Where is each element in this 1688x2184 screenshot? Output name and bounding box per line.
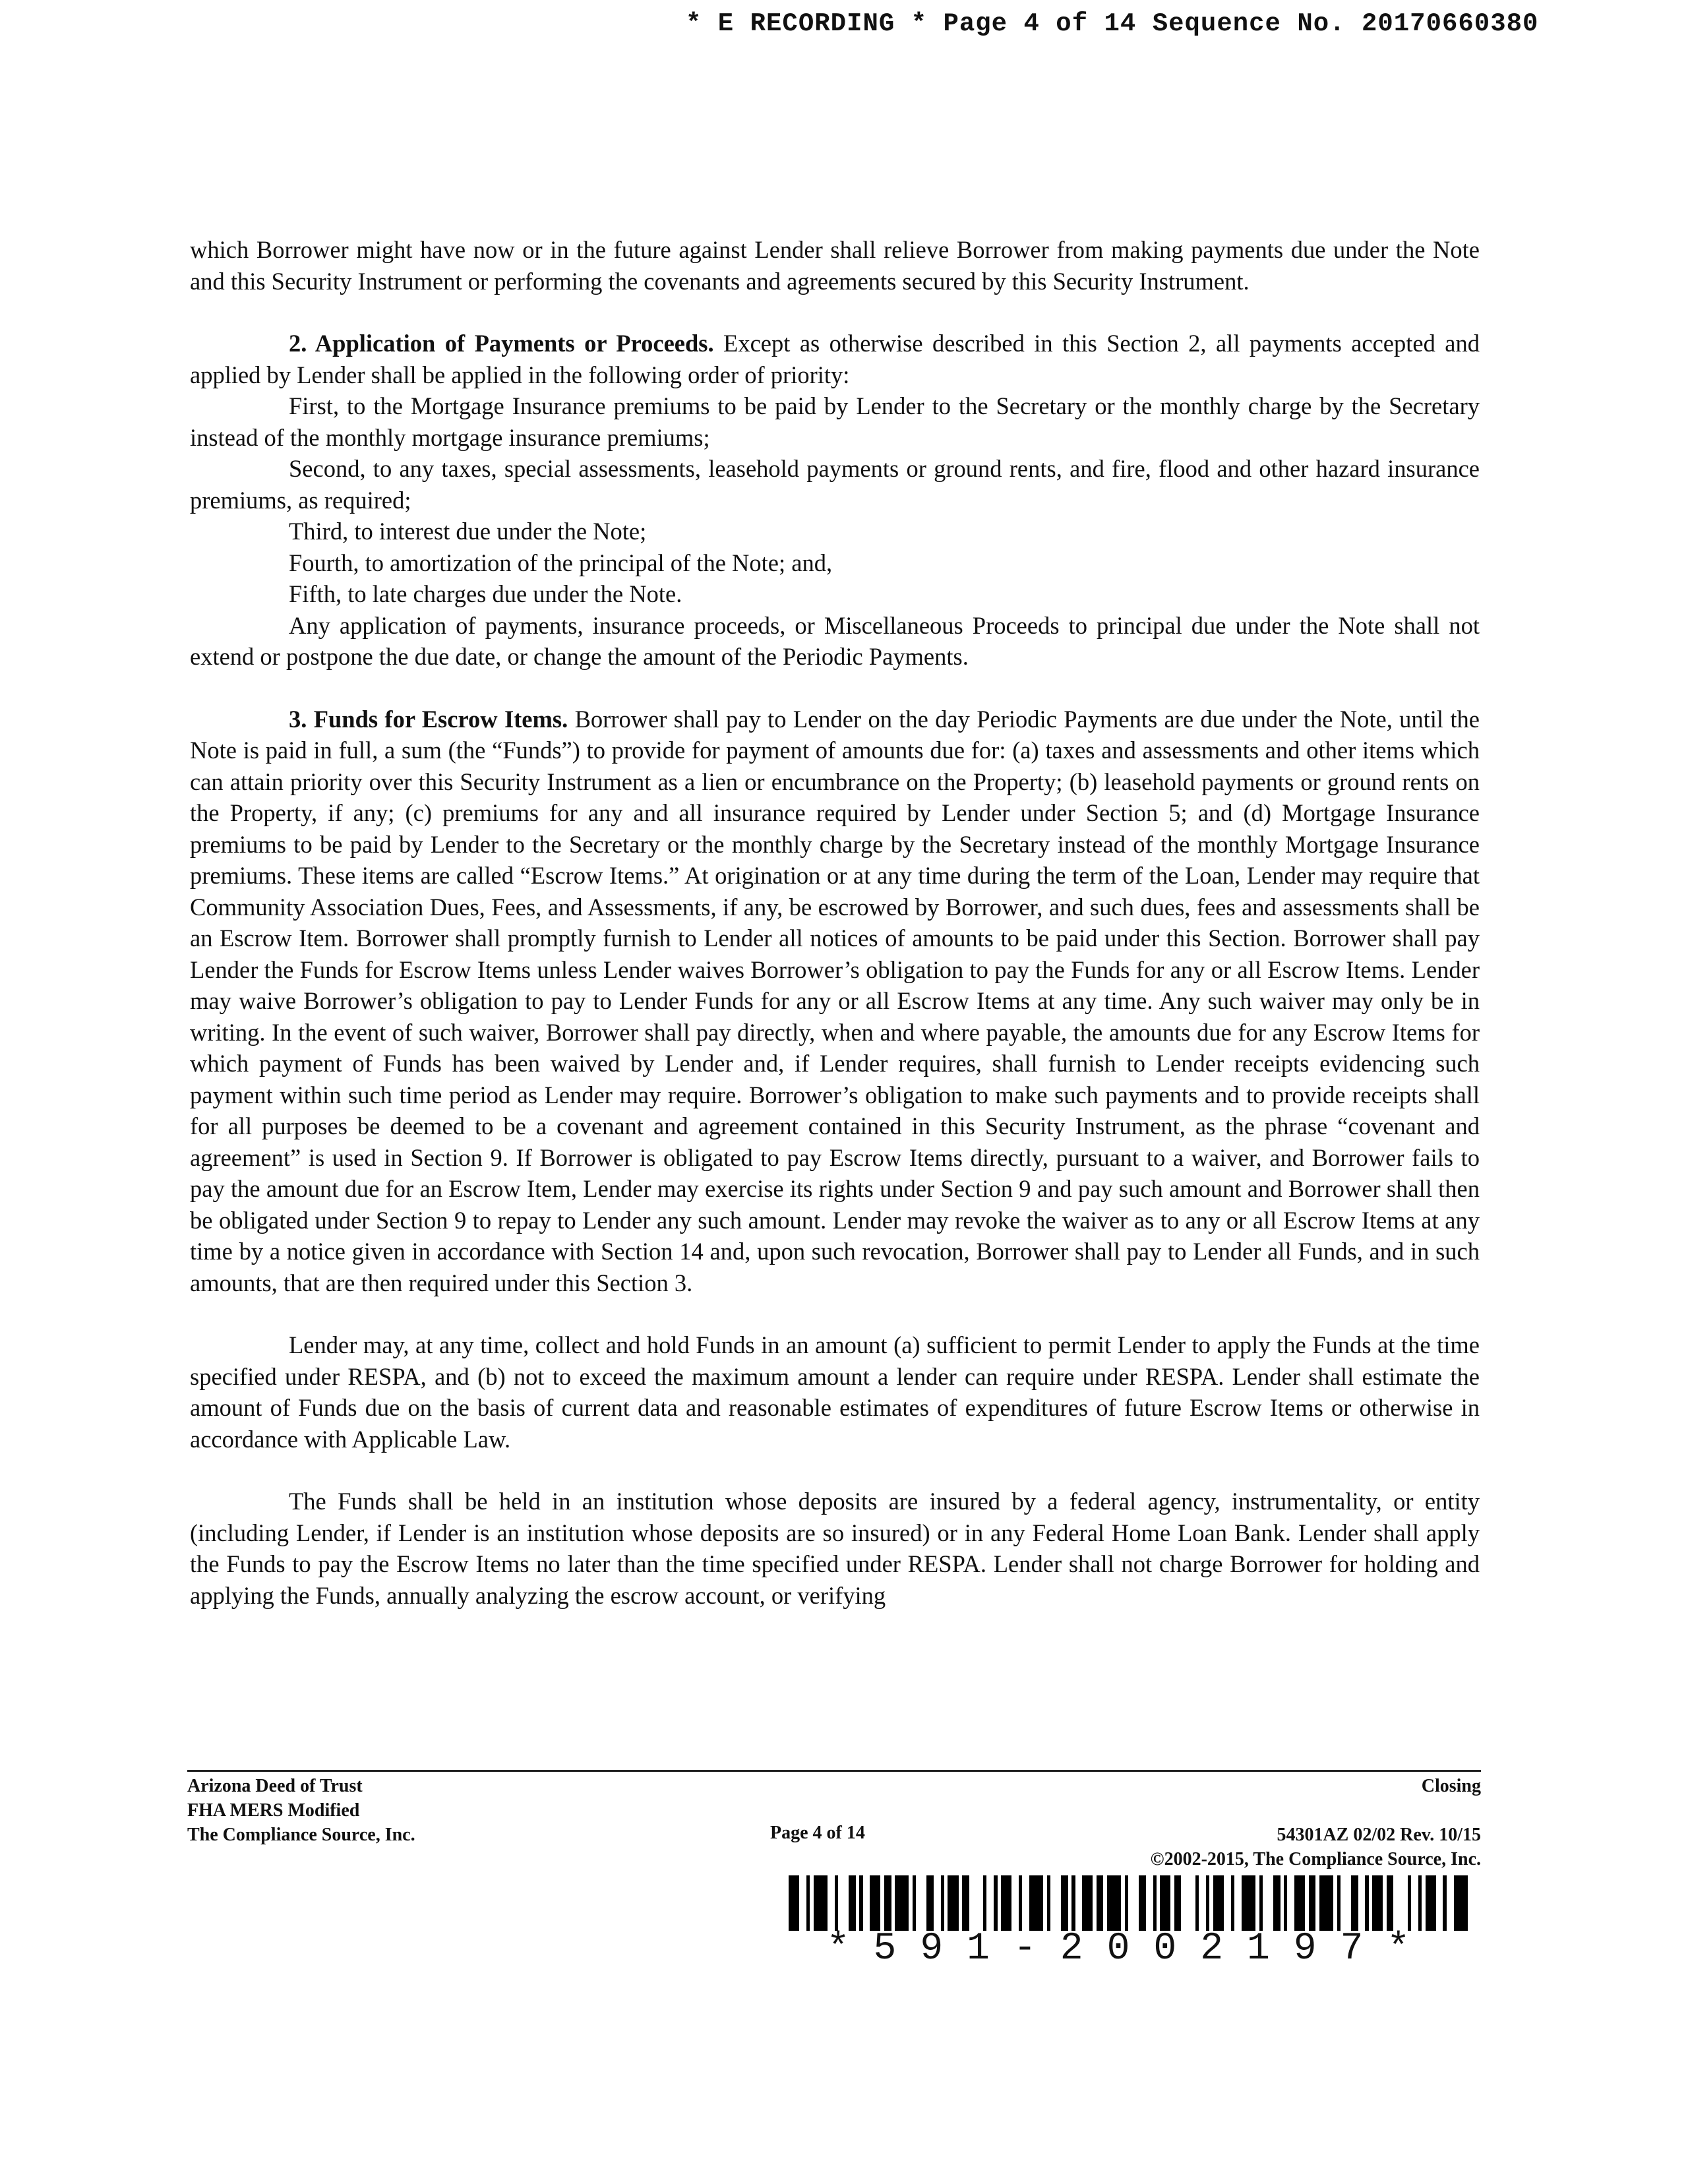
application-note: [190, 610, 1480, 673]
barcode-bar: [1319, 1875, 1333, 1931]
barcode-bar: [1468, 1875, 1471, 1931]
barcode-bar: [962, 1875, 969, 1931]
barcode-bar: [870, 1875, 880, 1931]
funds-held-paragraph: [190, 1486, 1480, 1611]
barcode-bar: [838, 1875, 849, 1931]
barcode-bar: [986, 1875, 994, 1931]
footer-publisher: The Compliance Source, Inc.: [187, 1825, 415, 1845]
footer-divider: [187, 1770, 1481, 1772]
barcode-bar: [1426, 1875, 1436, 1931]
barcode-bar: [1213, 1875, 1224, 1931]
barcode-bar: [1234, 1875, 1242, 1931]
barcode-bar: [1061, 1875, 1068, 1931]
paragraph-text: Second, to any taxes, special assessments, leasehold payments or ground rents, and fire, flood and other hazard insurance premiums, as required;: [190, 455, 1480, 514]
priority-second: [190, 453, 1480, 516]
barcode-bar: [789, 1875, 799, 1931]
priority-third: [190, 516, 1480, 547]
barcode-bar: [948, 1875, 958, 1931]
barcode-bar: [1001, 1875, 1011, 1931]
barcode-bar: [926, 1875, 934, 1931]
paragraph-text: The Funds shall be held in an institution whose deposits are insured by a federal agency, instrumentality, or entity (including Lender, if Lender is an institution whose deposits are so insured) or in any Federal Home Loan Bank. Lender shall apply the Funds to pay the Escrow Items no later than the time specified under RESPA. Lender shall not charge Borrower for holding and applying the Funds, annually analyzing the escrow account, or verifying: [190, 1488, 1480, 1609]
barcode-bar: [1011, 1875, 1019, 1931]
paragraph-text: Any application of payments, insurance proceeds, or Miscellaneous Proceeds to principal due under the Note shall not extend or postpone the due date, or change the amount of the Periodic Payments.: [190, 611, 1480, 670]
footer-form-info: [187, 1774, 415, 1847]
paragraph-text: First, to the Mortgage Insurance premiums to be paid by Lender to the Secretary or the monthly charge by the Secretary instead of the monthly mortgage insurance premiums;: [190, 392, 1480, 451]
paragraph-text: Third, to interest due under the Note;: [289, 518, 647, 545]
barcode-bar: [1128, 1875, 1139, 1931]
barcode-bar: [1075, 1875, 1083, 1931]
barcode-bar: [1050, 1875, 1061, 1931]
footer-section-label: Closing: [1421, 1776, 1481, 1796]
barcode-bar: [814, 1875, 828, 1931]
barcode-bar: [1294, 1875, 1305, 1931]
funds-collection-paragraph: [190, 1329, 1480, 1455]
barcode-bar: [934, 1875, 941, 1931]
priority-fifth: [190, 578, 1480, 610]
footer-copyright: ©2002-2015, The Compliance Source, Inc.: [1150, 1849, 1481, 1869]
barcode-bar: [1341, 1875, 1351, 1931]
barcode-bar: [1358, 1875, 1366, 1931]
barcode-text: *591-2002197*: [826, 1927, 1434, 1970]
barcode-bar: [1436, 1875, 1443, 1931]
section-2-paragraph: [190, 328, 1480, 390]
barcode-bar: [969, 1875, 983, 1931]
barcode-bar: [1387, 1875, 1394, 1931]
section-3-paragraph: [190, 704, 1480, 1299]
barcode-bar: [1160, 1875, 1170, 1931]
paragraph-continuation: [190, 234, 1480, 297]
recording-header: * E RECORDING * Page 4 of 14 Sequence No. 20170660380: [686, 9, 1539, 38]
section-2-heading: 2. Application of Payments or Proceeds.: [289, 330, 714, 357]
barcode-bar: [1107, 1875, 1121, 1931]
barcode-bar: [1393, 1875, 1407, 1931]
barcode-bar: [799, 1875, 806, 1931]
barcode-bar: [1454, 1875, 1468, 1931]
barcode-bar: [1174, 1875, 1182, 1931]
barcode-bar: [1097, 1875, 1104, 1931]
footer-form-subtitle: FHA MERS Modified: [187, 1800, 360, 1821]
barcode-bar: [1263, 1875, 1273, 1931]
paragraph-text: Fifth, to late charges due under the Note.: [289, 580, 682, 607]
barcode-bar: [1199, 1875, 1206, 1931]
barcode-bar: [1242, 1875, 1255, 1931]
footer-page-number: Page 4 of 14: [770, 1823, 865, 1843]
footer-form-title: Arizona Deed of Trust: [187, 1776, 363, 1796]
barcode-bar: [1287, 1875, 1294, 1931]
barcode-bar: [1181, 1875, 1195, 1931]
barcode-bar: [849, 1875, 856, 1931]
barcode-bar: [828, 1875, 835, 1931]
barcode-bar: [884, 1875, 891, 1931]
barcode-bar: [895, 1875, 909, 1931]
paragraph-text: Fourth, to amortization of the principal of the Note; and,: [289, 549, 833, 576]
paragraph-text: Borrower shall pay to Lender on the day Periodic Payments are due under the Note, until the Note is paid in full, a sum (the “Funds”) to provide for payment of amounts due for: (a) taxes and assessments and other items which can attain priority over this Security Instrument as a lien or encumbrance on the Property; (b) leasehold payments or ground rents on the Property, if any; (c) premiums for any and all insurance required by Lender under Section 5; and (d) Mortgage Insurance premiums to be paid by Lender to the Secretary or the monthly charge by the Secretary instead of the monthly Mortgage Insurance premiums. These items are called “Escrow Items.” At origination or at any time during the term of the Loan, Lender may require that Community Association Dues, Fees, and Assessments, if any, be escrowed by Borrower, and such dues, fees and assessments shall be an Escrow Item. Borrower shall promptly furnish to Lender all notices of amounts to be paid under this Section. Borrower shall pay Lender the Funds for Escrow Items unless Lender waives Borrower’s obligation to pay the Funds for any or all Escrow Items. Lender may waive Borrower’s obligation to pay to Lender Funds for any or all Escrow Items at any time. Any such waiver may only be in writing. In the event of such waiver, Borrower shall pay directly, when and where payable, the amounts due for any Escrow Items for which payment of Funds has been waived by Lender and, if Lender requires, shall furnish to Lender receipts evidencing such payment within such time period as Lender may require. Borrower’s obligation to make such payments and to provide receipts shall for all purposes be deemed to be a covenant and agreement contained in this Security Instrument, as the phrase “covenant and agreement” is used in Section 9. If Borrower is obligated to pay Escrow Items directly, pursuant to a waiver, and Borrower fails to pay the amount due for an Escrow Item, Lender may exercise its rights under Section 9 and pay such amount and Borrower shall then be obligated under Section 9 to repay to Lender any such amount. Lender may revoke the waiver as to any or all Escrow Items at any time by a notice given in accordance with Section 14 and, upon such revocation, Borrower shall pay to Lender all Funds, and in such amounts, that are then required under this Section 3.: [190, 705, 1480, 1296]
paragraph-text: Except as otherwise described in this Section 2, all payments accepted and applied by Lender shall be applied in the following order of priority:: [190, 330, 1480, 388]
section-3-heading: 3. Funds for Escrow Items.: [289, 705, 568, 733]
barcode-bar: [1146, 1875, 1153, 1931]
priority-first: [190, 390, 1480, 453]
barcode-bar: [1022, 1875, 1029, 1931]
barcode-bar: [1029, 1875, 1043, 1931]
barcode: [789, 1875, 1472, 1931]
document-body: [190, 234, 1480, 1611]
barcode-bar: [1139, 1875, 1146, 1931]
priority-fourth: [190, 547, 1480, 579]
footer-form-code: 54301AZ 02/02 Rev. 10/15: [1277, 1825, 1481, 1845]
barcode-bar: [1273, 1875, 1281, 1931]
barcode-bar: [1224, 1875, 1231, 1931]
barcode-bar: [863, 1875, 870, 1931]
paragraph-text: which Borrower might have now or in the future against Lender shall relieve Borrower from making payments due under the Note and this Security Instrument or performing the covenants and agreements secured by this Security Instrument.: [190, 236, 1480, 295]
barcode-bar: [1447, 1875, 1454, 1931]
barcode-bar: [1372, 1875, 1383, 1931]
paragraph-text: Lender may, at any time, collect and hold Funds in an amount (a) sufficient to permit Lender to apply the Funds at the time specified under RESPA, and (b) not to exceed the maximum amount a lender can require under RESPA. Lender shall estimate the amount of Funds due on the basis of current data and reasonable estimates of expenditures of future Escrow Items or otherwise in accordance with Applicable Law.: [190, 1331, 1480, 1453]
barcode-bar: [1309, 1875, 1316, 1931]
barcode-bar: [1082, 1875, 1093, 1931]
barcode-bar: [1351, 1875, 1358, 1931]
barcode-bar: [1411, 1875, 1418, 1931]
barcode-bar: [916, 1875, 926, 1931]
footer-form-code-block: [1151, 1823, 1481, 1871]
